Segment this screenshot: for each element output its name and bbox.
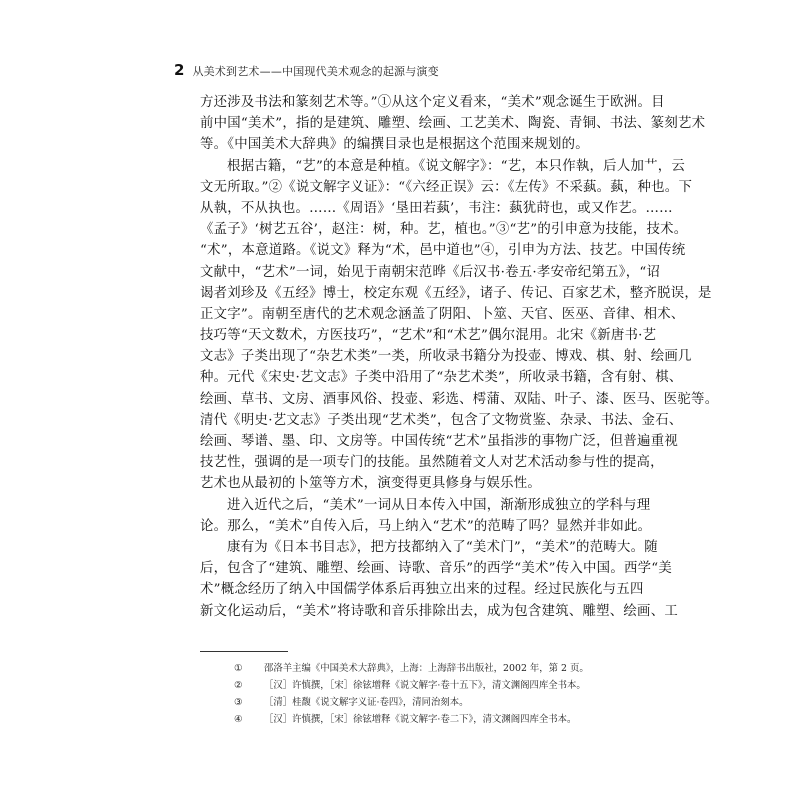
text-line: 康有为《日本书目志》，把方技都纳入了“美术门”，“美术”的范畴大。随 (227, 539, 658, 555)
footnote (200, 660, 600, 677)
footnote-mark: ① (234, 663, 243, 674)
text-line: “术”，本意道路。《说文》释为“术，邑中道也”④，引申为方法、技艺。中国传统 (200, 243, 686, 259)
text-line: 术”概念经历了纳入中国儒学体系后再独立出来的过程。经过民族化与五四 (200, 582, 644, 598)
text-line: 绘画、琴谱、墨、印、文房等。中国传统“艺术”虽指涉的事物广泛，但普遍重视 (200, 434, 678, 449)
text-line: 艺术也从最初的卜筮等方术，演变得更具修身与娱乐性。 (200, 476, 542, 492)
text-line: 谒者刘珍及《五经》博士，校定东观《五经》，诸子、传记、百家艺术，整齐脱误，是 (200, 285, 712, 301)
text-line: 文献中，“艺术”一词，始见于南朝宋范晔《后汉书·卷五·孝安帝纪第五》，“诏 (200, 264, 661, 280)
text-line: 前中国“美术”，指的是建筑、雕塑、绘画、工艺美术、陶瓷、青铜、书法、篆刻艺术 (200, 116, 706, 132)
text-line: 技艺性，强调的是一项专门的技能。虽然随着文人对艺术活动参与性的提高， (200, 455, 664, 471)
footnote-text: ［汉］许慎撰，［宋］徐铉增释《说文解字·卷二下》，清文渊阁四库全书本。 (264, 714, 577, 725)
text-line: 清代《明史·艺文志》子类出现“艺术类”，包含了文物赏鉴、杂录、书法、金石、 (200, 412, 683, 428)
footnote-mark: ③ (234, 697, 243, 708)
text-line: 进入近代之后，“美术”一词从日本传入中国，渐渐形成独立的学科与理 (227, 497, 651, 513)
footnote-text: ［清］桂馥《说文解字义证·卷四》，清同治刻本。 (264, 697, 469, 708)
footnote (200, 711, 600, 728)
text-line: 根据古籍，“艺”的本意是种植。《说文解字》：“艺，本只作執，后人加艹，云 (227, 158, 686, 174)
text-line: 文无所取。”②《说文解字义证》：“《六经正误》云：《左传》不采蓺。蓺，种也。下 (200, 179, 693, 195)
page-number: 2 (174, 61, 185, 79)
running-title: 从美术到艺术——中国现代美术观念的起源与演变 (192, 65, 439, 78)
text-line: 技巧等“天文数术，方医技巧”，“艺术”和“术艺”偶尔混用。北宋《新唐书·艺 (200, 328, 657, 344)
text-line: 方还涉及书法和篆刻艺术等。”①从这个定义看来，“美术”观念诞生于欧洲。目 (200, 95, 665, 110)
text-line: 新文化运动后，“美术”将诗歌和音乐排除出去，成为包含建筑、雕塑、绘画、工 (200, 603, 678, 619)
text-line: 种。元代《宋史·艺文志》子类中沿用了“杂艺术类”，所收录书籍，含有射、棋、 (200, 370, 683, 386)
footnote (200, 677, 600, 694)
body-text (200, 92, 719, 622)
footnote (200, 694, 600, 711)
text-line: 正文字”。南朝至唐代的艺术观念涵盖了阴阳、卜筮、天官、医巫、音律、相术、 (200, 306, 685, 322)
footnote-divider (200, 651, 288, 652)
text-line: 文志》子类出现了“杂艺术类”一类，所收录书籍分为投壶、博戏、棋、射、绘画几 (200, 349, 692, 365)
footnote-mark: ④ (234, 714, 243, 725)
text-line: 绘画、草书、文房、酒事风俗、投壶、彩选、樗蒲、双陆、叶子、漆、医马、医驼等。 (200, 391, 719, 407)
footnote-mark: ② (234, 680, 243, 691)
text-line: 从執，不从执也。……《周语》‘垦田若蓺’，韦注：蓺犹莳也，或又作艺。…… (200, 200, 673, 216)
running-head (174, 61, 734, 79)
text-line: 等。《中国美术大辞典》的编撰目录也是根据这个范围来规划的。 (200, 137, 589, 153)
footnote-text: ［汉］许慎撰，［宋］徐铉增释《说文解字·卷十五下》，清文渊阁四库全书本。 (264, 680, 586, 691)
footnote-text: 邵洛羊主编《中国美术大辞典》，上海：上海辞书出版社，2002 年，第 2 页。 (264, 663, 589, 674)
text-line: 后，包含了“建筑、雕塑、绘画、诗歌、音乐”的西学“美术”传入中国。西学“美 (200, 561, 672, 577)
footnotes (200, 660, 600, 728)
text-line: 论。那么，“美术”自传入后，马上纳入“艺术”的范畴了吗？显然并非如此。 (200, 518, 652, 534)
text-line: 《孟子》‘树艺五谷’，赵注：树，种。艺，植也。”③“艺”的引申意为技能，技术。 (200, 222, 688, 238)
